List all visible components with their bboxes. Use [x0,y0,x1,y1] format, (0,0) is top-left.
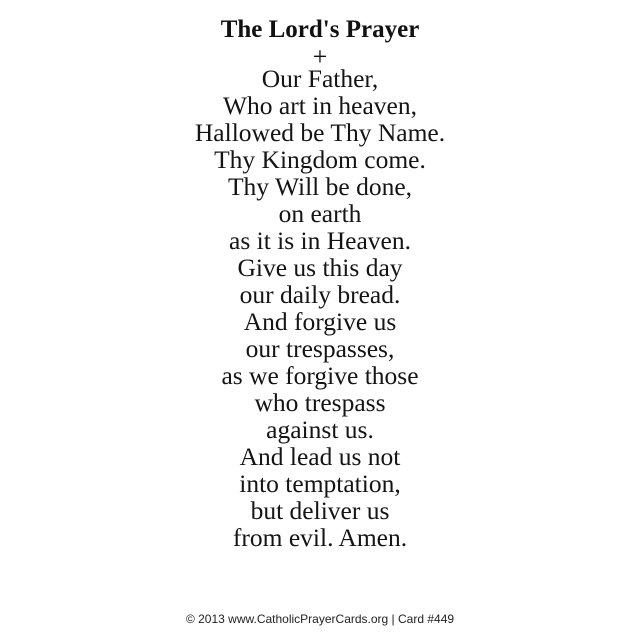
prayer-line: against us. [266,415,374,444]
prayer-line: Hallowed be Thy Name. [194,118,446,147]
prayer-line: on earth [278,199,362,228]
prayer-line: Our Father, [261,64,379,93]
prayer-line: from evil. Amen. [232,523,408,552]
prayer-line: as it is in Heaven. [229,226,411,255]
prayer-text [0,65,640,551]
prayer-line: Give us this day [237,253,403,282]
prayer-line: into temptation, [239,469,401,498]
prayer-line: our daily bread. [239,280,401,309]
prayer-line: And forgive us [243,307,397,336]
prayer-line: Thy Kingdom come. [214,145,426,174]
prayer-line: Who art in heaven, [222,91,417,120]
prayer-line: but deliver us [250,496,390,525]
prayer-line: Thy Will be done, [227,172,413,201]
prayer-title: The Lord's Prayer [220,16,420,43]
prayer-line: who trespass [254,388,386,417]
cross-symbol: + [312,42,328,71]
prayer-line: And lead us not [239,442,401,471]
prayer-line: as we forgive those [221,361,419,390]
prayer-line: our trespasses, [245,334,395,363]
copyright-footer: © 2013 www.CatholicPrayerCards.org | Card #449 [185,612,455,626]
